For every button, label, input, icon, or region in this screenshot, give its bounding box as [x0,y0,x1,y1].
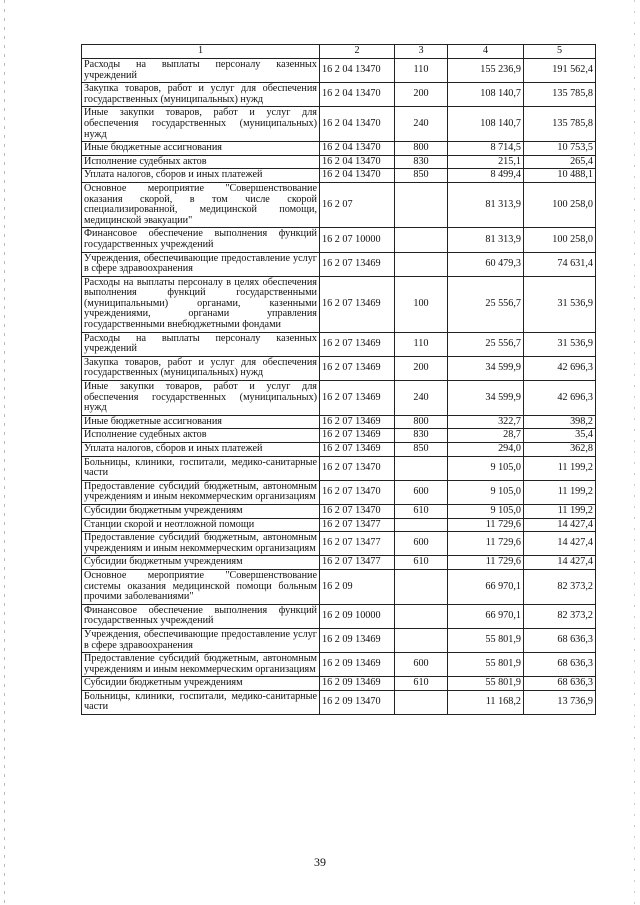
row-code-cell: 16 2 04 13470 [320,107,395,142]
row-expense-type-cell: 100 [395,276,448,332]
row-name-cell: Уплата налогов, сборов и иных платежей [82,443,320,457]
column-header: 2 [320,45,395,59]
row-expense-type-cell [395,690,448,714]
row-expense-type-cell: 240 [395,107,448,142]
table-row [82,107,596,142]
row-amount-col4-cell: 9 105,0 [448,504,524,518]
row-expense-type-cell [395,182,448,227]
row-amount-col4-cell: 55 801,9 [448,653,524,677]
row-code-cell: 16 2 07 13470 [320,480,395,504]
row-name-cell: Закупка товаров, работ и услуг для обеспечения государственных (муниципальных) нужд [82,83,320,107]
row-code-cell: 16 2 09 13469 [320,653,395,677]
row-amount-col4-cell: 34 599,9 [448,381,524,416]
row-code-cell: 16 2 07 13469 [320,443,395,457]
row-name-cell: Учреждения, обеспечивающие предоставление услуг в сфере здравоохранения [82,628,320,652]
row-code-cell: 16 2 04 13470 [320,83,395,107]
table-row [82,677,596,691]
table-row [82,415,596,429]
row-code-cell: 16 2 09 13469 [320,677,395,691]
row-expense-type-cell [395,569,448,604]
row-name-cell: Уплата налогов, сборов и иных платежей [82,169,320,183]
row-name-cell: Больницы, клиники, госпитали, медико-санитарные части [82,690,320,714]
row-code-cell: 16 2 07 13469 [320,429,395,443]
row-expense-type-cell [395,252,448,276]
row-expense-type-cell: 610 [395,504,448,518]
row-amount-col4-cell: 25 556,7 [448,332,524,356]
row-name-cell: Предоставление субсидий бюджетным, автономным учреждениям и иным некоммерческим организациям [82,480,320,504]
row-expense-type-cell: 830 [395,155,448,169]
table-row [82,276,596,332]
row-amount-col5-cell: 100 258,0 [524,228,596,252]
row-amount-col5-cell: 13 736,9 [524,690,596,714]
row-amount-col4-cell: 215,1 [448,155,524,169]
row-code-cell: 16 2 07 13470 [320,456,395,480]
row-amount-col5-cell: 42 696,3 [524,381,596,416]
row-amount-col4-cell: 60 479,3 [448,252,524,276]
row-code-cell: 16 2 07 13469 [320,356,395,380]
row-amount-col4-cell: 9 105,0 [448,480,524,504]
row-name-cell: Расходы на выплаты персоналу в целях обеспечения выполнения функций государственными (муниципальными) органами, казенными учреждениями, органами управления государственными внебюджетными фондами [82,276,320,332]
row-code-cell: 16 2 04 13470 [320,155,395,169]
table-header-row [82,45,596,59]
table-row [82,169,596,183]
row-expense-type-cell: 600 [395,653,448,677]
row-expense-type-cell: 610 [395,556,448,570]
row-amount-col4-cell: 9 105,0 [448,456,524,480]
row-amount-col5-cell: 31 536,9 [524,276,596,332]
table-row [82,569,596,604]
table-row [82,182,596,227]
row-code-cell: 16 2 07 13470 [320,504,395,518]
row-code-cell: 16 2 07 13469 [320,381,395,416]
table-row [82,504,596,518]
budget-table [81,44,596,715]
column-header: 4 [448,45,524,59]
row-expense-type-cell [395,518,448,532]
row-code-cell: 16 2 07 13469 [320,252,395,276]
row-amount-col5-cell: 68 636,3 [524,677,596,691]
column-header: 1 [82,45,320,59]
row-expense-type-cell [395,228,448,252]
row-amount-col5-cell: 31 536,9 [524,332,596,356]
table-row [82,228,596,252]
row-amount-col5-cell: 135 785,8 [524,107,596,142]
row-amount-col5-cell: 14 427,4 [524,518,596,532]
row-expense-type-cell: 850 [395,169,448,183]
row-amount-col4-cell: 108 140,7 [448,83,524,107]
row-amount-col5-cell: 82 373,2 [524,569,596,604]
row-amount-col5-cell: 14 427,4 [524,532,596,556]
row-name-cell: Финансовое обеспечение выполнения функций государственных учреждений [82,228,320,252]
row-amount-col5-cell: 10 753,5 [524,142,596,156]
row-code-cell: 16 2 09 10000 [320,604,395,628]
row-code-cell: 16 2 04 13470 [320,169,395,183]
row-amount-col5-cell: 14 427,4 [524,556,596,570]
row-expense-type-cell: 600 [395,532,448,556]
row-amount-col4-cell: 55 801,9 [448,628,524,652]
row-name-cell: Исполнение судебных актов [82,155,320,169]
row-name-cell: Закупка товаров, работ и услуг для обеспечения государственных (муниципальных) нужд [82,356,320,380]
row-code-cell: 16 2 04 13470 [320,59,395,83]
row-name-cell: Расходы на выплаты персоналу казенных учреждений [82,332,320,356]
row-amount-col4-cell: 155 236,9 [448,59,524,83]
row-amount-col5-cell: 11 199,2 [524,480,596,504]
row-amount-col5-cell: 135 785,8 [524,83,596,107]
row-name-cell: Субсидии бюджетным учреждениям [82,677,320,691]
table-row [82,429,596,443]
table-row [82,155,596,169]
row-name-cell: Финансовое обеспечение выполнения функций государственных учреждений [82,604,320,628]
row-amount-col4-cell: 8 499,4 [448,169,524,183]
row-amount-col4-cell: 8 714,5 [448,142,524,156]
row-name-cell: Основное мероприятие "Совершенствование системы оказания медицинской помощи больным прочими заболеваниями" [82,569,320,604]
row-expense-type-cell: 110 [395,59,448,83]
table-row [82,356,596,380]
table-row [82,556,596,570]
table-row [82,653,596,677]
row-amount-col5-cell: 398,2 [524,415,596,429]
row-amount-col4-cell: 11 729,6 [448,556,524,570]
row-amount-col5-cell: 74 631,4 [524,252,596,276]
row-name-cell: Иные закупки товаров, работ и услуг для обеспечения государственных (муниципальных) нужд [82,381,320,416]
row-amount-col5-cell: 191 562,4 [524,59,596,83]
row-amount-col4-cell: 81 313,9 [448,228,524,252]
table-row [82,604,596,628]
table-row [82,628,596,652]
row-name-cell: Станции скорой и неотложной помощи [82,518,320,532]
table-row [82,142,596,156]
row-amount-col5-cell: 10 488,1 [524,169,596,183]
row-name-cell: Предоставление субсидий бюджетным, автономным учреждениям и иным некоммерческим организациям [82,653,320,677]
row-amount-col4-cell: 11 168,2 [448,690,524,714]
table-row [82,690,596,714]
row-name-cell: Основное мероприятие "Совершенствование оказания скорой, в том числе скорой специализированной, медицинской помощи, медицинской эвакуации" [82,182,320,227]
table-row [82,252,596,276]
row-amount-col4-cell: 294,0 [448,443,524,457]
row-expense-type-cell: 800 [395,415,448,429]
row-amount-col4-cell: 55 801,9 [448,677,524,691]
row-name-cell: Учреждения, обеспечивающие предоставление услуг в сфере здравоохранения [82,252,320,276]
row-expense-type-cell [395,628,448,652]
row-name-cell: Предоставление субсидий бюджетным, автономным учреждениям и иным некоммерческим организациям [82,532,320,556]
row-amount-col5-cell: 42 696,3 [524,356,596,380]
scan-edge-right [634,0,635,905]
row-amount-col4-cell: 81 313,9 [448,182,524,227]
row-expense-type-cell: 240 [395,381,448,416]
row-amount-col5-cell: 35,4 [524,429,596,443]
row-code-cell: 16 2 09 [320,569,395,604]
row-code-cell: 16 2 07 13477 [320,518,395,532]
table-row [82,456,596,480]
column-header: 3 [395,45,448,59]
table-row [82,332,596,356]
row-amount-col5-cell: 100 258,0 [524,182,596,227]
row-name-cell: Иные закупки товаров, работ и услуг для обеспечения государственных (муниципальных) нужд [82,107,320,142]
row-expense-type-cell: 800 [395,142,448,156]
scan-edge-left [4,0,5,905]
row-expense-type-cell: 110 [395,332,448,356]
row-expense-type-cell [395,456,448,480]
row-code-cell: 16 2 09 13470 [320,690,395,714]
row-amount-col4-cell: 108 140,7 [448,107,524,142]
column-header: 5 [524,45,596,59]
row-expense-type-cell: 830 [395,429,448,443]
row-amount-col4-cell: 34 599,9 [448,356,524,380]
row-amount-col4-cell: 66 970,1 [448,604,524,628]
row-name-cell: Субсидии бюджетным учреждениям [82,504,320,518]
row-expense-type-cell: 600 [395,480,448,504]
row-amount-col5-cell: 68 636,3 [524,653,596,677]
row-name-cell: Расходы на выплаты персоналу казенных учреждений [82,59,320,83]
table-body [82,59,596,715]
row-code-cell: 16 2 07 13469 [320,332,395,356]
row-amount-col5-cell: 265,4 [524,155,596,169]
table-row [82,443,596,457]
row-name-cell: Исполнение судебных актов [82,429,320,443]
row-code-cell: 16 2 07 13477 [320,532,395,556]
row-amount-col4-cell: 28,7 [448,429,524,443]
table-row [82,480,596,504]
row-amount-col5-cell: 362,8 [524,443,596,457]
row-amount-col4-cell: 11 729,6 [448,532,524,556]
row-amount-col5-cell: 11 199,2 [524,456,596,480]
row-code-cell: 16 2 07 13469 [320,276,395,332]
row-name-cell: Иные бюджетные ассигнования [82,142,320,156]
row-expense-type-cell [395,604,448,628]
row-amount-col4-cell: 11 729,6 [448,518,524,532]
row-amount-col4-cell: 25 556,7 [448,276,524,332]
row-name-cell: Субсидии бюджетным учреждениям [82,556,320,570]
table-row [82,518,596,532]
row-name-cell: Больницы, клиники, госпитали, медико-санитарные части [82,456,320,480]
row-code-cell: 16 2 07 [320,182,395,227]
page-number: 39 [314,855,326,869]
row-expense-type-cell: 200 [395,356,448,380]
row-amount-col5-cell: 82 373,2 [524,604,596,628]
table-row [82,59,596,83]
row-expense-type-cell: 850 [395,443,448,457]
table-row [82,532,596,556]
row-amount-col4-cell: 322,7 [448,415,524,429]
row-amount-col5-cell: 68 636,3 [524,628,596,652]
row-code-cell: 16 2 07 10000 [320,228,395,252]
table-row [82,381,596,416]
row-code-cell: 16 2 07 13469 [320,415,395,429]
row-expense-type-cell: 200 [395,83,448,107]
table-row [82,83,596,107]
row-code-cell: 16 2 04 13470 [320,142,395,156]
row-amount-col4-cell: 66 970,1 [448,569,524,604]
row-name-cell: Иные бюджетные ассигнования [82,415,320,429]
row-expense-type-cell: 610 [395,677,448,691]
row-code-cell: 16 2 07 13477 [320,556,395,570]
row-amount-col5-cell: 11 199,2 [524,504,596,518]
row-code-cell: 16 2 09 13469 [320,628,395,652]
